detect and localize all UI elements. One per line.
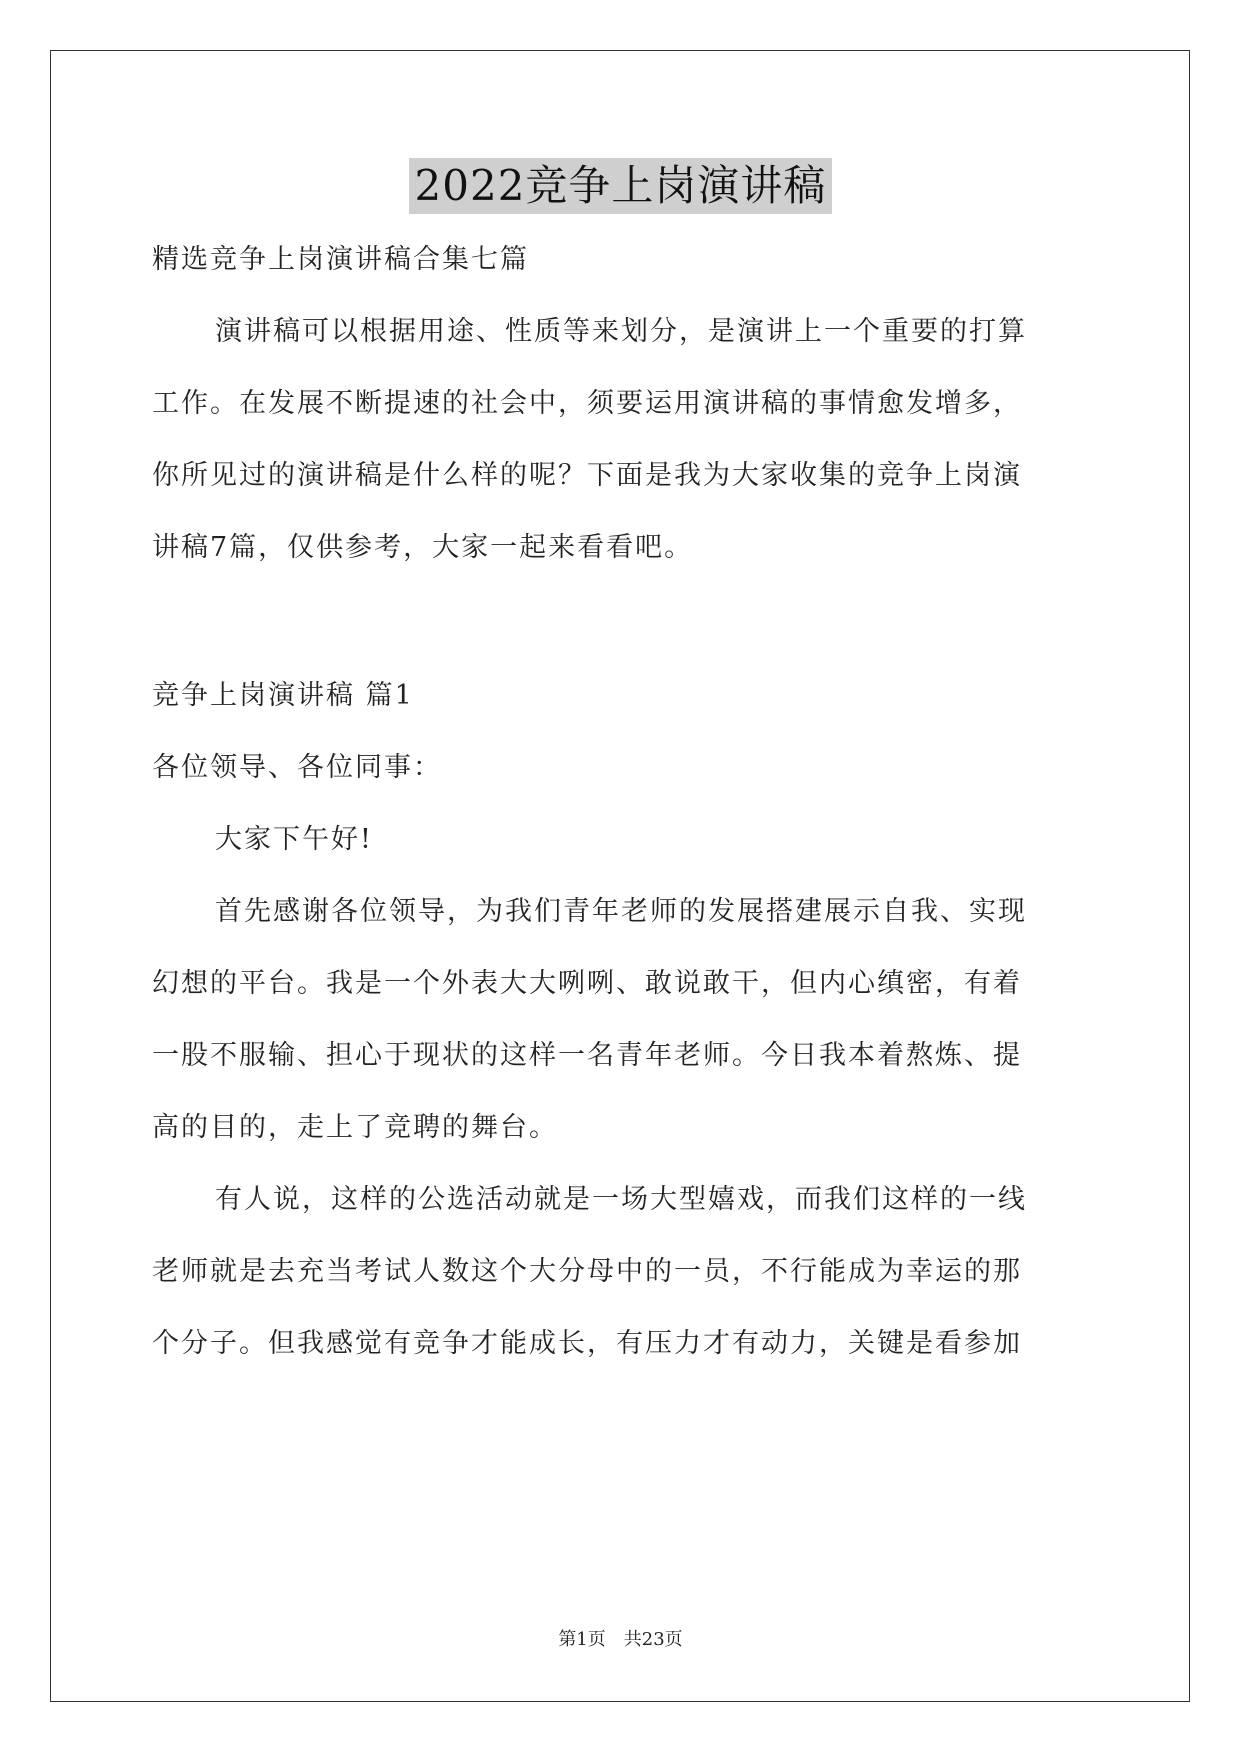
total-pages: 共23页 (623, 1629, 683, 1650)
salutation: 各位领导、各位同事： (152, 752, 442, 783)
intro-line: 讲稿7篇，仅供参考，大家一起来看看吧。 (152, 532, 694, 563)
document-subtitle: 精选竞争上岗演讲稿合集七篇 (152, 244, 529, 275)
page-border (50, 50, 1190, 1702)
section-heading: 竞争上岗演讲稿 篇1 (152, 680, 414, 711)
paragraph-line: 幻想的平台。我是一个外表大大咧咧、敢说敢干，但内心缜密，有着 (152, 968, 1022, 999)
intro-line: 演讲稿可以根据用途、性质等来划分，是演讲上一个重要的打算 (215, 316, 1027, 347)
paragraph-line: 个分子。但我感觉有竞争才能成长，有压力才有动力，关键是看参加 (152, 1328, 1022, 1359)
paragraph-line: 老师就是去充当考试人数这个大分母中的一员，不行能成为幸运的那 (152, 1256, 1022, 1287)
title-container (0, 158, 1241, 214)
paragraph-line: 有人说，这样的公选活动就是一场大型嬉戏，而我们这样的一线 (215, 1184, 1027, 1215)
paragraph-line: 高的目的，走上了竞聘的舞台。 (152, 1112, 558, 1143)
intro-line: 工作。在发展不断提速的社会中，须要运用演讲稿的事情愈发增多， (152, 388, 1022, 419)
intro-line: 你所见过的演讲稿是什么样的呢？下面是我为大家收集的竞争上岗演 (152, 460, 1022, 491)
page-footer (0, 1628, 1241, 1652)
paragraph-line: 一股不服输、担心于现状的这样一名青年老师。今日我本着熬炼、提 (152, 1040, 1022, 1071)
greeting: 大家下午好! (215, 824, 373, 855)
document-title: 2022竞争上岗演讲稿 (409, 158, 833, 214)
paragraph-line: 首先感谢各位领导，为我们青年老师的发展搭建展示自我、实现 (215, 896, 1027, 927)
page-number: 第1页 (558, 1629, 606, 1650)
